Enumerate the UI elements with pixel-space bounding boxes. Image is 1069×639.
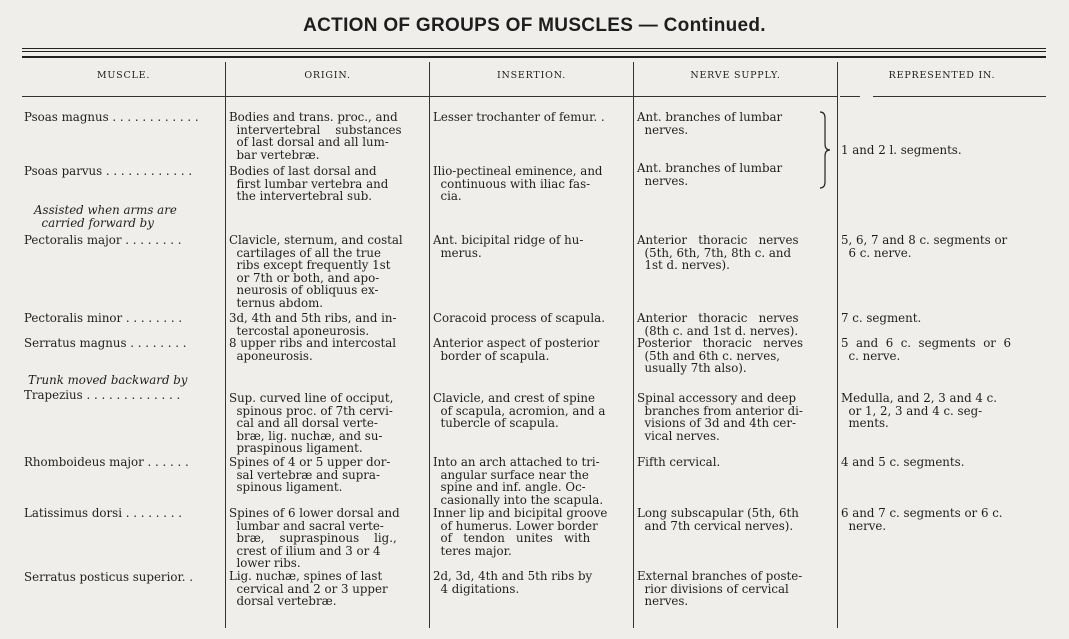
represented-text: 4 and 5 c. segments.: [841, 455, 965, 469]
muscle-name: Psoas parvus . . . . . . . . . . . .: [24, 164, 193, 178]
muscle-name: Serratus magnus . . . . . . . .: [24, 336, 187, 350]
nerve-supply-text: Anterior thoracic nerves (8th c. and 1st d. nerves).: [637, 311, 799, 338]
represented-text: Medulla, and 2, 3 and 4 c. or 1, 2, 3 and 4 c. seg- ments.: [841, 391, 998, 431]
header-underline: [430, 96, 633, 97]
nerve-supply-text: Ant. branches of lumbar nerves.: [637, 161, 783, 188]
represented-text: 5, 6, 7 and 8 c. segments or 6 c. nerve.: [841, 233, 1008, 260]
page-title: [0, 15, 1069, 37]
muscle-name: Psoas magnus . . . . . . . . . . . .: [24, 110, 199, 124]
muscle-name: Pectoralis minor . . . . . . . .: [24, 311, 183, 325]
muscle-name: Serratus posticus superior. .: [24, 570, 194, 584]
represented-text: 1 and 2 l. segments.: [841, 143, 962, 157]
muscle-name: Trapezius . . . . . . . . . . . . .: [24, 388, 181, 402]
header-underline: [634, 96, 837, 97]
group-label: Trunk moved backward by: [28, 373, 188, 387]
insertion-text: 2d, 3d, 4th and 5th ribs by 4 digitations.: [433, 569, 593, 596]
represented-text: 7 c. segment.: [841, 311, 922, 325]
nerve-supply-text: Spinal accessory and deep branches from anterior di- visions of 3d and 4th cer- vical nerves.: [637, 391, 803, 443]
header-insertion: INSERTION.: [496, 70, 567, 81]
muscle-name: Rhomboideus major . . . . . .: [24, 455, 189, 469]
nerve-supply-text: Anterior thoracic nerves (5th, 6th, 7th, 8th c. and 1st d. nerves).: [637, 233, 799, 273]
origin-text: Clavicle, sternum, and costal cartilages of all the true ribs except frequently 1st or 7th or both, and apo- neurosis of obliquus ex- ternus abdom.: [229, 233, 403, 310]
muscle-name: Latissimus dorsi . . . . . . . .: [24, 506, 182, 520]
nerve-supply-text: Long subscapular (5th, 6th and 7th cervical nerves).: [637, 506, 799, 533]
nerve-supply-text: Posterior thoracic nerves (5th and 6th c. nerves, usually 7th also).: [637, 336, 804, 376]
insertion-text: Lesser trochanter of femur. .: [433, 110, 605, 124]
insertion-text: Anterior aspect of posterior border of scapula.: [433, 336, 600, 363]
origin-text: Lig. nuchæ, spines of last cervical and 2 or 3 upper dorsal vertebræ.: [229, 569, 388, 609]
origin-text: Spines of 6 lower dorsal and lumbar and sacral verte- bræ, supraspinous lig., crest of ilium and 3 or 4 lower ribs.: [229, 506, 400, 571]
column-divider: [633, 62, 634, 628]
nerve-supply-text: Ant. branches of lumbar nerves.: [637, 110, 783, 137]
represented-text: 6 and 7 c. segments or 6 c. nerve.: [841, 506, 1003, 533]
group-label: Assisted when arms are carried forward by: [34, 203, 177, 230]
origin-text: Bodies of last dorsal and first lumbar vertebra and the intervertebral sub.: [229, 164, 389, 204]
header-origin: ORIGIN.: [304, 70, 351, 81]
insertion-text: Ilio-pectineal eminence, and continuous with iliac fas- cia.: [433, 164, 603, 204]
top-rule-1: [22, 48, 1046, 49]
represented-text: 5 and 6 c. segments or 6 c. nerve.: [841, 336, 1011, 363]
header-represented-in: REPRESENTED IN.: [888, 70, 996, 81]
insertion-text: Inner lip and bicipital groove of humerus. Lower border of tendon unites with teres major.: [433, 506, 608, 558]
insertion-text: Ant. bicipital ridge of hu- merus.: [433, 233, 584, 260]
title-main: ACTION OF GROUPS OF MUSCLES: [303, 15, 634, 36]
insertion-text: Coracoid process of scapula.: [433, 311, 605, 325]
origin-text: Spines of 4 or 5 upper dor- sal vertebræ and supra- spinous ligament.: [229, 455, 391, 495]
nerve-supply-text: Fifth cervical.: [637, 455, 721, 469]
header-underline: [226, 96, 429, 97]
insertion-text: Clavicle, and crest of spine of scapula, acromion, and a tubercle of scapula.: [433, 391, 606, 431]
title-continued: Continued.: [663, 15, 766, 36]
top-rule-2: [22, 51, 1046, 52]
header-underline: [873, 96, 1046, 97]
header-nerve-supply: NERVE SUPPLY.: [690, 70, 781, 81]
header-underline: [840, 96, 860, 97]
column-divider: [837, 62, 838, 628]
origin-text: 3d, 4th and 5th ribs, and in- tercostal aponeurosis.: [229, 311, 397, 338]
title-dash: —: [633, 15, 664, 36]
origin-text: 8 upper ribs and intercostal aponeurosis.: [229, 336, 397, 363]
muscle-name: Pectoralis major . . . . . . . .: [24, 233, 182, 247]
column-divider: [225, 62, 226, 628]
origin-text: Bodies and trans. proc., and intervertebral substances of last dorsal and all lum- bar vertebræ.: [229, 110, 402, 162]
column-divider: [429, 62, 430, 628]
insertion-text: Into an arch attached to tri- angular surface near the spine and inf. angle. Oc- casionally into the scapula.: [433, 455, 604, 507]
top-rule-3: [22, 56, 1046, 58]
brace-icon: [818, 110, 834, 190]
header-underline: [22, 96, 225, 97]
nerve-supply-text: External branches of poste- rior divisions of cervical nerves.: [637, 569, 803, 609]
origin-text: Sup. curved line of occiput, spinous proc. of 7th cervi- cal and all dorsal verte- bræ, lig. nuchæ, and su- praspinous ligament.: [229, 391, 394, 456]
header-muscle: MUSCLE.: [96, 70, 151, 81]
